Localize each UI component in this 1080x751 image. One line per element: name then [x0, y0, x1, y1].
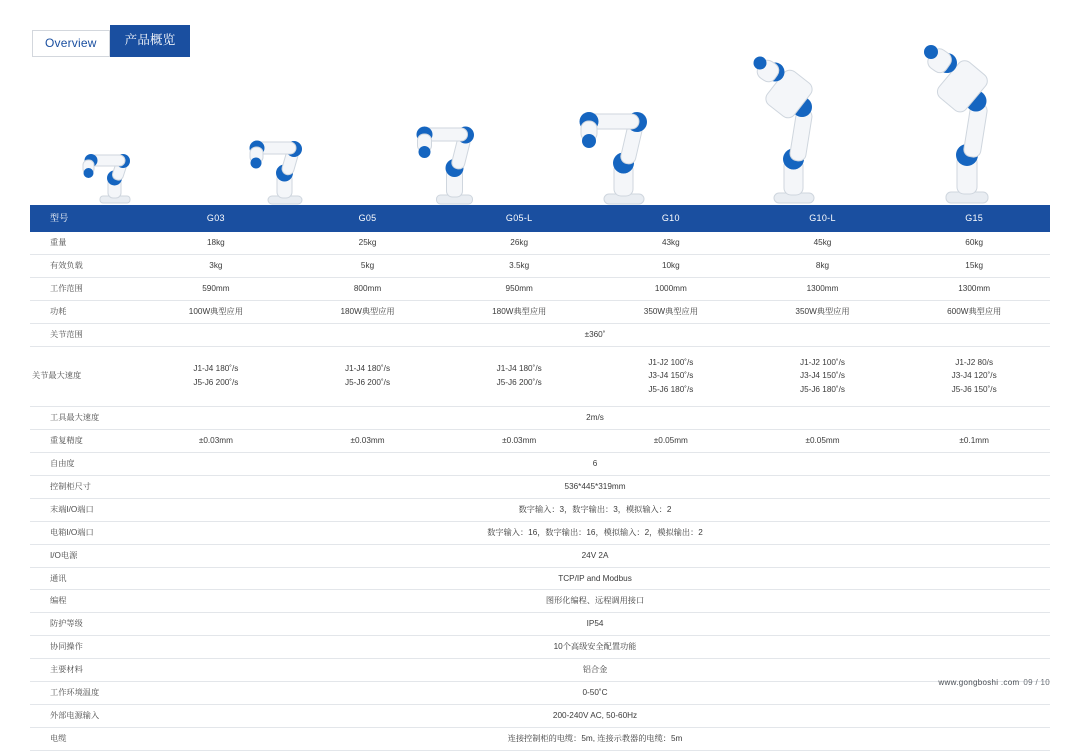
spec-table-body: [30, 232, 1050, 750]
row-cell: 100W典型应用: [140, 300, 292, 323]
table-row: [30, 544, 1050, 567]
row-value-span: 数字输入：16，数字输出：16，模拟输入：2，模拟输出：2: [140, 521, 1050, 544]
row-label: 工作范围: [30, 277, 140, 300]
row-cell: ±0.03mm: [292, 430, 444, 453]
row-value-span: 536*445*319mm: [140, 475, 1050, 498]
row-cell: 18kg: [140, 232, 292, 254]
row-cell-line: J1-J2 80/s: [955, 357, 994, 367]
row-cell: 1000mm: [595, 277, 747, 300]
robot-g05-l-icon: [403, 96, 508, 206]
row-cell: 180W典型应用: [443, 300, 595, 323]
robot-cell-g10: [540, 46, 710, 206]
table-row: [30, 521, 1050, 544]
table-row: [30, 727, 1050, 750]
row-label: 编程: [30, 590, 140, 613]
tab-bar: [32, 25, 190, 57]
table-row: [30, 636, 1050, 659]
row-cell: 15kg: [898, 254, 1050, 277]
row-cell: 10kg: [595, 254, 747, 277]
row-cell: 3.5kg: [443, 254, 595, 277]
row-value-span: 图形化编程、远程调用接口: [140, 590, 1050, 613]
row-cell-line: J3-J4 150˚/s: [648, 371, 694, 381]
robot-g10-l-icon: [740, 51, 850, 206]
header-g10-l: G10-L: [747, 205, 899, 232]
table-row: [30, 475, 1050, 498]
row-cell-multiline: [898, 346, 1050, 407]
row-cell-line: J1-J4 180˚/s: [496, 364, 542, 374]
row-label: 有效负载: [30, 254, 140, 277]
robot-cell-g03: [30, 46, 200, 206]
row-cell: 1300mm: [898, 277, 1050, 300]
table-row: [30, 659, 1050, 682]
row-value-span: ±360˚: [140, 323, 1050, 346]
table-header-row: [30, 205, 1050, 232]
table-row: [30, 498, 1050, 521]
row-cell-line: J3-J4 150˚/s: [799, 371, 846, 381]
row-cell: 8kg: [747, 254, 899, 277]
row-cell-line: J5-J6 180˚/s: [648, 385, 694, 395]
row-value-span: 2m/s: [140, 407, 1050, 430]
row-value-span: 6: [140, 453, 1050, 476]
header-g10: G10: [595, 205, 747, 232]
row-value-span: IP54: [140, 613, 1050, 636]
table-row: [30, 254, 1050, 277]
row-value-span: 10个高级安全配置功能: [140, 636, 1050, 659]
row-label: 电缆: [30, 727, 140, 750]
spec-table: [30, 205, 1050, 751]
row-cell-line: J5-J6 200˚/s: [193, 378, 239, 388]
row-cell: ±0.05mm: [747, 430, 899, 453]
row-cell: ±0.03mm: [443, 430, 595, 453]
row-cell: 350W典型应用: [595, 300, 747, 323]
row-label: 末端I/O端口: [30, 498, 140, 521]
row-value-span: TCP/IP and Modbus: [140, 567, 1050, 590]
tab-overview[interactable]: Overview: [32, 30, 110, 57]
table-row: [30, 613, 1050, 636]
table-row: [30, 323, 1050, 346]
row-cell-line: J3-J4 120˚/s: [951, 371, 997, 381]
row-label: 主要材料: [30, 659, 140, 682]
table-row: [30, 407, 1050, 430]
row-label: 重复精度: [30, 430, 140, 453]
table-row: [30, 300, 1050, 323]
robot-cell-g15: [880, 46, 1050, 206]
row-label: 工作环境温度: [30, 682, 140, 705]
row-cell: ±0.03mm: [140, 430, 292, 453]
table-row: [30, 453, 1050, 476]
row-cell-multiline: [443, 346, 595, 407]
row-label: 功耗: [30, 300, 140, 323]
row-label: 关节最大速度: [30, 346, 140, 407]
header-g05: G05: [292, 205, 444, 232]
row-cell: 26kg: [443, 232, 595, 254]
row-cell-line: J5-J6 180˚/s: [799, 385, 846, 395]
row-cell: 5kg: [292, 254, 444, 277]
row-label: 电箱I/O端口: [30, 521, 140, 544]
robot-cell-g05: [200, 46, 370, 206]
table-row: [30, 682, 1050, 705]
row-cell-line: J5-J6 150˚/s: [951, 385, 997, 395]
table-row: [30, 704, 1050, 727]
row-value-span: 0-50˚C: [140, 682, 1050, 705]
footer-page-number: 09 / 10: [1023, 678, 1050, 687]
row-cell: 800mm: [292, 277, 444, 300]
robot-illustration-row: [30, 46, 1050, 206]
row-cell: ±0.1mm: [898, 430, 1050, 453]
row-cell: ±0.05mm: [595, 430, 747, 453]
row-cell-multiline: [595, 346, 747, 407]
robot-cell-g05l: [370, 46, 540, 206]
row-label: 工具最大速度: [30, 407, 140, 430]
spec-table-wrapper: [30, 205, 1050, 751]
row-cell-multiline: [292, 346, 444, 407]
table-row: [30, 232, 1050, 254]
row-label: 重量: [30, 232, 140, 254]
table-row: [30, 277, 1050, 300]
row-cell: 180W典型应用: [292, 300, 444, 323]
row-value-span: 铝合金: [140, 659, 1050, 682]
row-cell-line: J1-J4 180˚/s: [193, 364, 239, 374]
header-g15: G15: [898, 205, 1050, 232]
row-cell-line: J5-J6 200˚/s: [496, 378, 542, 388]
table-row: [30, 346, 1050, 407]
row-cell: 590mm: [140, 277, 292, 300]
robot-cell-g10l: [710, 46, 880, 206]
row-cell-line: J1-J4 180˚/s: [345, 364, 391, 374]
row-label: 通讯: [30, 567, 140, 590]
row-value-span: 24V 2A: [140, 544, 1050, 567]
robot-g15-icon: [910, 41, 1020, 206]
row-cell: 3kg: [140, 254, 292, 277]
robot-g10-icon: [570, 81, 680, 206]
row-cell-line: J1-J2 100˚/s: [648, 357, 694, 367]
header-g03: G03: [140, 205, 292, 232]
row-cell: 25kg: [292, 232, 444, 254]
row-cell: 60kg: [898, 232, 1050, 254]
table-row: [30, 590, 1050, 613]
row-cell-line: J1-J2 100˚/s: [799, 357, 846, 367]
table-row: [30, 430, 1050, 453]
robot-g05-icon: [235, 111, 335, 206]
row-cell: 43kg: [595, 232, 747, 254]
row-label: 控制柜尺寸: [30, 475, 140, 498]
robot-g03-icon: [70, 126, 160, 206]
row-label: 自由度: [30, 453, 140, 476]
row-cell: 350W典型应用: [747, 300, 899, 323]
row-label: 外部电源输入: [30, 704, 140, 727]
table-row: [30, 567, 1050, 590]
header-g05-l: G05-L: [443, 205, 595, 232]
footer: [938, 678, 1050, 687]
footer-website[interactable]: www.gongboshi .com: [938, 678, 1020, 687]
row-cell-line: J5-J6 200˚/s: [345, 378, 391, 388]
row-label: I/O电源: [30, 544, 140, 567]
row-value-span: 连接控制柜的电缆：5m, 连接示教器的电缆：5m: [140, 727, 1050, 750]
row-label: 关节范围: [30, 323, 140, 346]
tab-product-overview[interactable]: 产品概览: [110, 25, 191, 57]
row-label: 协同操作: [30, 636, 140, 659]
row-cell-multiline: [747, 346, 899, 407]
header-model: 型号: [30, 205, 140, 232]
row-cell-multiline: [140, 346, 292, 407]
row-value-span: 数字输入：3，数字输出：3，模拟输入：2: [140, 498, 1050, 521]
row-cell: 1300mm: [747, 277, 899, 300]
row-value-span: 200-240V AC, 50-60Hz: [140, 704, 1050, 727]
row-cell: 950mm: [443, 277, 595, 300]
row-cell: 45kg: [747, 232, 899, 254]
row-label: 防护等级: [30, 613, 140, 636]
row-cell: 600W典型应用: [898, 300, 1050, 323]
